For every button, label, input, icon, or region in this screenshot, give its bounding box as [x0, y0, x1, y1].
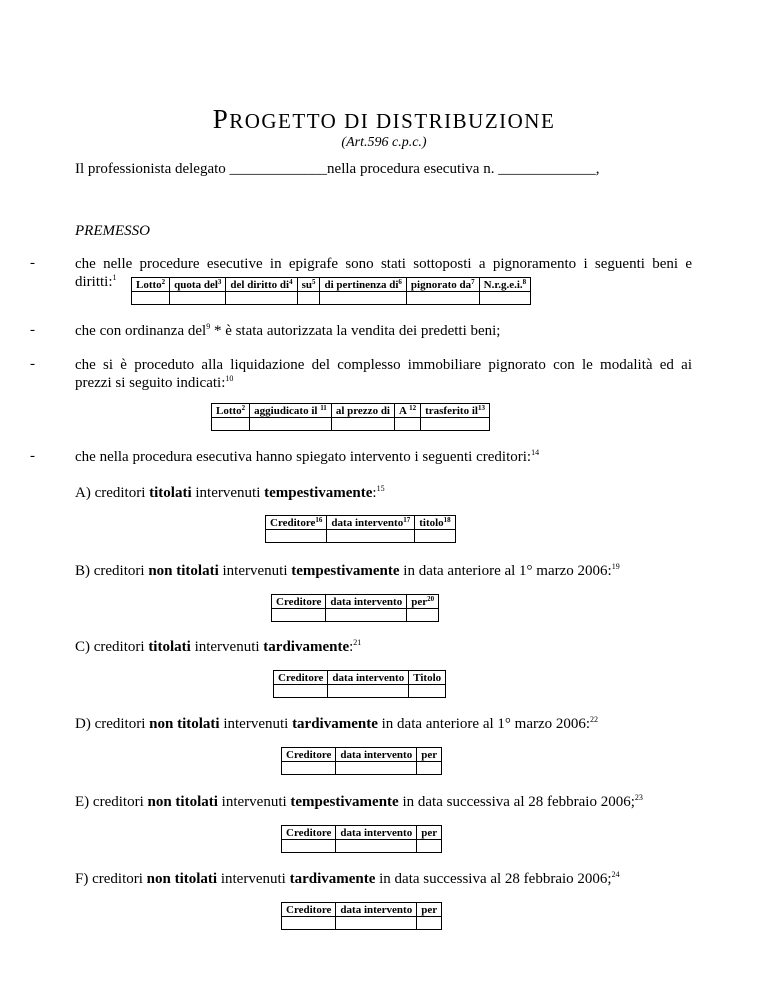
- table-header-cell: [415, 516, 455, 530]
- header-label: per: [421, 826, 438, 839]
- para-2: [75, 322, 500, 340]
- liquidazione-table-header: [212, 404, 490, 418]
- section-letter: E): [75, 794, 90, 810]
- header-label: di pertinenza di: [324, 278, 399, 291]
- footnote-ref: 11: [320, 403, 327, 412]
- para-4-text: che nella procedura esecutiva hanno spiegato intervento i seguenti creditori:: [75, 449, 532, 465]
- footnote-ref: 2: [241, 403, 246, 412]
- section-letter: A): [75, 485, 91, 501]
- table-cell: [407, 609, 439, 622]
- table-header-cell: [282, 903, 336, 917]
- header-label: per: [411, 595, 428, 608]
- section-text: intervenuti: [217, 794, 291, 810]
- header-label: del diritto di: [230, 278, 290, 291]
- liquidazione-table: [211, 403, 490, 431]
- table-a-row: [266, 530, 456, 543]
- footnote-ref: 12: [409, 403, 417, 412]
- footnote-ref: 15: [376, 484, 385, 493]
- section-letter: B): [75, 563, 90, 579]
- section-text: intervenuti: [218, 563, 292, 579]
- section-b: [75, 562, 620, 580]
- section-c: [75, 638, 361, 656]
- section-text: intervenuti: [191, 485, 265, 501]
- section-emphasis: tardivamente: [289, 871, 376, 887]
- table-header-cell: [272, 595, 326, 609]
- header-label: data intervento: [330, 595, 403, 608]
- table-header-cell: [417, 826, 442, 840]
- beni-table: [131, 277, 531, 305]
- footnote-ref: 18: [443, 515, 451, 524]
- table-cell: [170, 292, 226, 305]
- table-cell: [272, 609, 326, 622]
- table-header-cell: [266, 516, 327, 530]
- header-label: A: [399, 404, 410, 417]
- document-title: [0, 104, 768, 135]
- section-text: creditori: [93, 639, 149, 655]
- section-emphasis: non titolati: [146, 871, 218, 887]
- section-emphasis: tempestivamente: [264, 485, 373, 501]
- section-emphasis: tardivamente: [263, 639, 350, 655]
- footnote-ref: 7: [471, 277, 475, 286]
- header-label: data intervento: [340, 748, 413, 761]
- header-label: Creditore: [286, 826, 332, 839]
- header-label: Creditore: [270, 516, 316, 529]
- header-label: quota del: [174, 278, 218, 291]
- footnote-ref: 13: [477, 403, 485, 412]
- para-3-text: prezzi si seguito indicati:: [75, 375, 226, 391]
- footnote-ref: 4: [289, 277, 293, 286]
- table-header-cell: [395, 404, 421, 418]
- section-text: creditori: [92, 871, 147, 887]
- beni-table-row: [132, 292, 531, 305]
- section-letter: C): [75, 639, 90, 655]
- document-subtitle: (Art.596 c.p.c.): [341, 135, 427, 150]
- table-cell: [282, 917, 336, 930]
- table-header-cell: [282, 748, 336, 762]
- table-cell: [417, 840, 442, 853]
- table-header-cell: [336, 903, 417, 917]
- para-2-text: che con ordinanza del: [75, 323, 207, 339]
- bullet-dash: -: [30, 356, 35, 372]
- beni-table-header: [132, 278, 531, 292]
- table-e: [281, 825, 442, 853]
- table-b: [271, 594, 439, 622]
- table-cell: [274, 685, 328, 698]
- section-text: creditori: [94, 716, 150, 732]
- section-text: intervenuti: [217, 871, 290, 887]
- section-emphasis: non titolati: [148, 563, 219, 579]
- table-a: [265, 515, 456, 543]
- header-label: per: [421, 903, 438, 916]
- section-d: [75, 715, 598, 733]
- header-label: data intervento: [331, 516, 404, 529]
- table-cell: [417, 917, 442, 930]
- table-header-cell: [274, 671, 328, 685]
- table-e-row: [282, 840, 442, 853]
- section-text: in data successiva al 28 febbraio 2006;: [375, 871, 612, 887]
- table-cell: [336, 917, 417, 930]
- table-header-cell: [226, 278, 297, 292]
- table-header-cell: [336, 748, 417, 762]
- table-cell: [409, 685, 446, 698]
- table-d-row: [282, 762, 442, 775]
- bullet-dash: -: [30, 255, 35, 271]
- table-cell: [266, 530, 327, 543]
- section-emphasis: non titolati: [147, 794, 218, 810]
- footnote-ref: 5: [311, 277, 316, 286]
- table-f-row: [282, 917, 442, 930]
- section-text: in data anteriore al 1° marzo 2006:: [377, 716, 591, 732]
- footnote-ref: 21: [353, 638, 362, 647]
- header-label: per: [421, 748, 438, 761]
- section-letter: F): [75, 871, 89, 887]
- bullet-dash: -: [30, 322, 35, 338]
- section-text: :: [349, 639, 354, 655]
- para-2-rest: * è stata autorizzata la vendita dei predetti beni;: [210, 323, 501, 339]
- table-header-cell: [297, 278, 320, 292]
- para-1-text: diritti:: [75, 274, 113, 290]
- table-header-cell: [170, 278, 226, 292]
- section-letter: D): [75, 716, 91, 732]
- table-cell: [327, 530, 415, 543]
- table-cell: [336, 840, 417, 853]
- section-emphasis: titolati: [148, 639, 191, 655]
- header-label: titolo: [419, 516, 444, 529]
- footnote-ref: 19: [611, 562, 620, 571]
- section-text: in data anteriore al 1° marzo 2006:: [399, 563, 612, 579]
- table-cell: [326, 609, 407, 622]
- table-header-cell: [320, 278, 406, 292]
- section-emphasis: tempestivamente: [290, 794, 399, 810]
- section-text: creditori: [92, 794, 148, 810]
- table-header-cell: [331, 404, 394, 418]
- table-cell: [406, 292, 479, 305]
- header-label: Titolo: [413, 671, 442, 684]
- para-4: [75, 448, 539, 466]
- table-c-header: [274, 671, 446, 685]
- section-text: creditori: [94, 485, 150, 501]
- table-cell: [282, 762, 336, 775]
- header-label: Lotto: [136, 278, 162, 291]
- table-header-cell: [336, 826, 417, 840]
- header-label: data intervento: [332, 671, 405, 684]
- table-header-cell: [407, 595, 439, 609]
- footnote-ref: 9: [206, 322, 211, 331]
- table-cell: [415, 530, 455, 543]
- section-emphasis: non titolati: [149, 716, 220, 732]
- footnote-ref: 2: [161, 277, 166, 286]
- table-header-cell: [479, 278, 531, 292]
- footnote-ref: 20: [427, 594, 435, 603]
- table-cell: [212, 418, 250, 431]
- title-initial: P: [212, 104, 230, 134]
- section-text: in data successiva al 28 febbraio 2006;: [398, 794, 635, 810]
- section-text: intervenuti: [219, 716, 293, 732]
- table-cell: [297, 292, 320, 305]
- footnote-ref: 23: [634, 793, 643, 802]
- table-header-cell: [417, 903, 442, 917]
- table-cell: [331, 418, 394, 431]
- table-header-cell: [417, 748, 442, 762]
- table-header-cell: [326, 595, 407, 609]
- table-a-header: [266, 516, 456, 530]
- table-c: [273, 670, 446, 698]
- table-header-cell: [406, 278, 479, 292]
- header-label: pignorato da: [410, 278, 472, 291]
- table-header-cell: [212, 404, 250, 418]
- table-cell: [479, 292, 531, 305]
- para-1-line-2: [75, 273, 117, 291]
- table-header-cell: [282, 826, 336, 840]
- footnote-ref: 14: [531, 448, 540, 457]
- section-f: [75, 870, 620, 888]
- section-text: :: [372, 485, 377, 501]
- footnote-ref: 16: [315, 515, 323, 524]
- table-header-cell: [132, 278, 170, 292]
- footnote-ref: 1: [112, 273, 117, 282]
- footnote-ref: 3: [217, 277, 222, 286]
- header-label: Creditore: [278, 671, 324, 684]
- table-e-header: [282, 826, 442, 840]
- table-c-row: [274, 685, 446, 698]
- table-header-cell: [250, 404, 332, 418]
- header-label: aggiudicato il: [254, 404, 321, 417]
- header-label: al prezzo di: [335, 404, 390, 417]
- table-header-cell: [421, 404, 490, 418]
- table-cell: [395, 418, 421, 431]
- table-cell: [417, 762, 442, 775]
- table-cell: [226, 292, 297, 305]
- footnote-ref: 10: [225, 374, 234, 383]
- title-rest: ROGETTO DI DISTRIBUZIONE: [229, 109, 556, 133]
- footnote-ref: 6: [398, 277, 402, 286]
- bullet-dash: -: [30, 448, 35, 464]
- section-emphasis: titolati: [149, 485, 192, 501]
- para-1-line-1: che nelle procedure esecutive in epigrafe sono stati sottoposti a pignoramento i seguenti beni e: [75, 256, 692, 272]
- footnote-ref: 17: [403, 515, 411, 524]
- table-b-row: [272, 609, 439, 622]
- section-text: intervenuti: [190, 639, 264, 655]
- header-label: N.r.g.e.i.: [483, 278, 523, 291]
- table-cell: [250, 418, 332, 431]
- header-label: Lotto: [216, 404, 242, 417]
- liquidazione-table-row: [212, 418, 490, 431]
- premesso-heading: PREMESSO: [75, 223, 150, 239]
- section-emphasis: tempestivamente: [291, 563, 400, 579]
- header-label: data intervento: [340, 826, 413, 839]
- table-f: [281, 902, 442, 930]
- header-label: Creditore: [276, 595, 322, 608]
- table-header-cell: [328, 671, 409, 685]
- table-b-header: [272, 595, 439, 609]
- section-emphasis: tardivamente: [292, 716, 378, 732]
- section-a: [75, 484, 385, 502]
- para-3-line-1: che si è proceduto alla liquidazione del complesso immobiliare pignorato con le modalità ed ai: [75, 357, 692, 373]
- table-cell: [336, 762, 417, 775]
- header-label: Creditore: [286, 748, 332, 761]
- table-cell: [328, 685, 409, 698]
- header-label: data intervento: [340, 903, 413, 916]
- section-text: creditori: [93, 563, 149, 579]
- table-cell: [320, 292, 406, 305]
- table-header-cell: [409, 671, 446, 685]
- table-cell: [132, 292, 170, 305]
- table-cell: [282, 840, 336, 853]
- footnote-ref: 8: [522, 277, 527, 286]
- section-e: [75, 793, 643, 811]
- intro-line: Il professionista delegato _____________nella procedura esecutiva n. _____________,: [75, 161, 600, 177]
- table-d-header: [282, 748, 442, 762]
- table-header-cell: [327, 516, 415, 530]
- header-label: su: [301, 278, 312, 291]
- table-cell: [421, 418, 490, 431]
- table-d: [281, 747, 442, 775]
- header-label: Creditore: [286, 903, 332, 916]
- footnote-ref: 22: [590, 715, 599, 724]
- header-label: trasferito il: [425, 404, 478, 417]
- table-f-header: [282, 903, 442, 917]
- para-3-line-2: [75, 374, 233, 392]
- footnote-ref: 24: [611, 870, 620, 879]
